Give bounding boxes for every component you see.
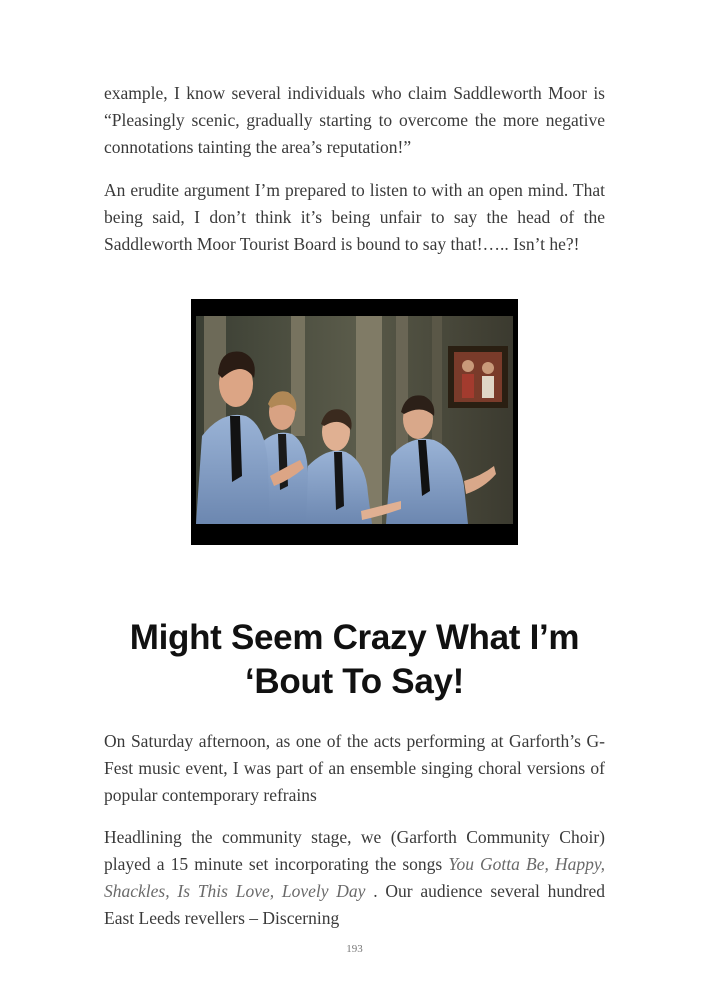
paragraph-g-fest: On Saturday afternoon, as one of the acts performing at Garforth’s G-Fest music event, I was part of an ensemble singing choral versions of popular contemporary refrains: [104, 731, 605, 805]
paragraph-headlining-rest: . Our audience several hundred East Leeds revellers – Discerning: [104, 881, 606, 928]
heading-line-1: Might Seem Crazy What I’m: [129, 618, 580, 657]
paragraph-headlining: [104, 824, 605, 932]
section-heading: [60, 616, 649, 704]
page-number: 193: [346, 943, 363, 955]
choir-singers-photo: [196, 316, 513, 524]
heading-line-2: ‘Bout To Say!: [244, 662, 465, 701]
paragraph-tourist-board: An erudite argument I’m prepared to listen to with an open mind. That being said, I don’t think it’s being unfair to say the head of the Saddleworth Moor Tourist Board is bound to say that!….. Isn’t he?!: [104, 180, 605, 254]
paragraph-saddleworth-quote: example, I know several individuals who claim Saddleworth Moor is “Pleasingly scenic, gradually starting to overcome the more negative connotations tainting the area’s reputation!”: [104, 83, 605, 157]
photo-frame: [191, 299, 518, 545]
paragraph-headlining-intro: Headlining the community stage, we (Garforth Community Choir) played a 15 minute set incorporating the songs: [104, 827, 605, 874]
song-list: You Gotta Be, Happy, Shackles, Is This Love, Lovely Day: [104, 854, 606, 901]
